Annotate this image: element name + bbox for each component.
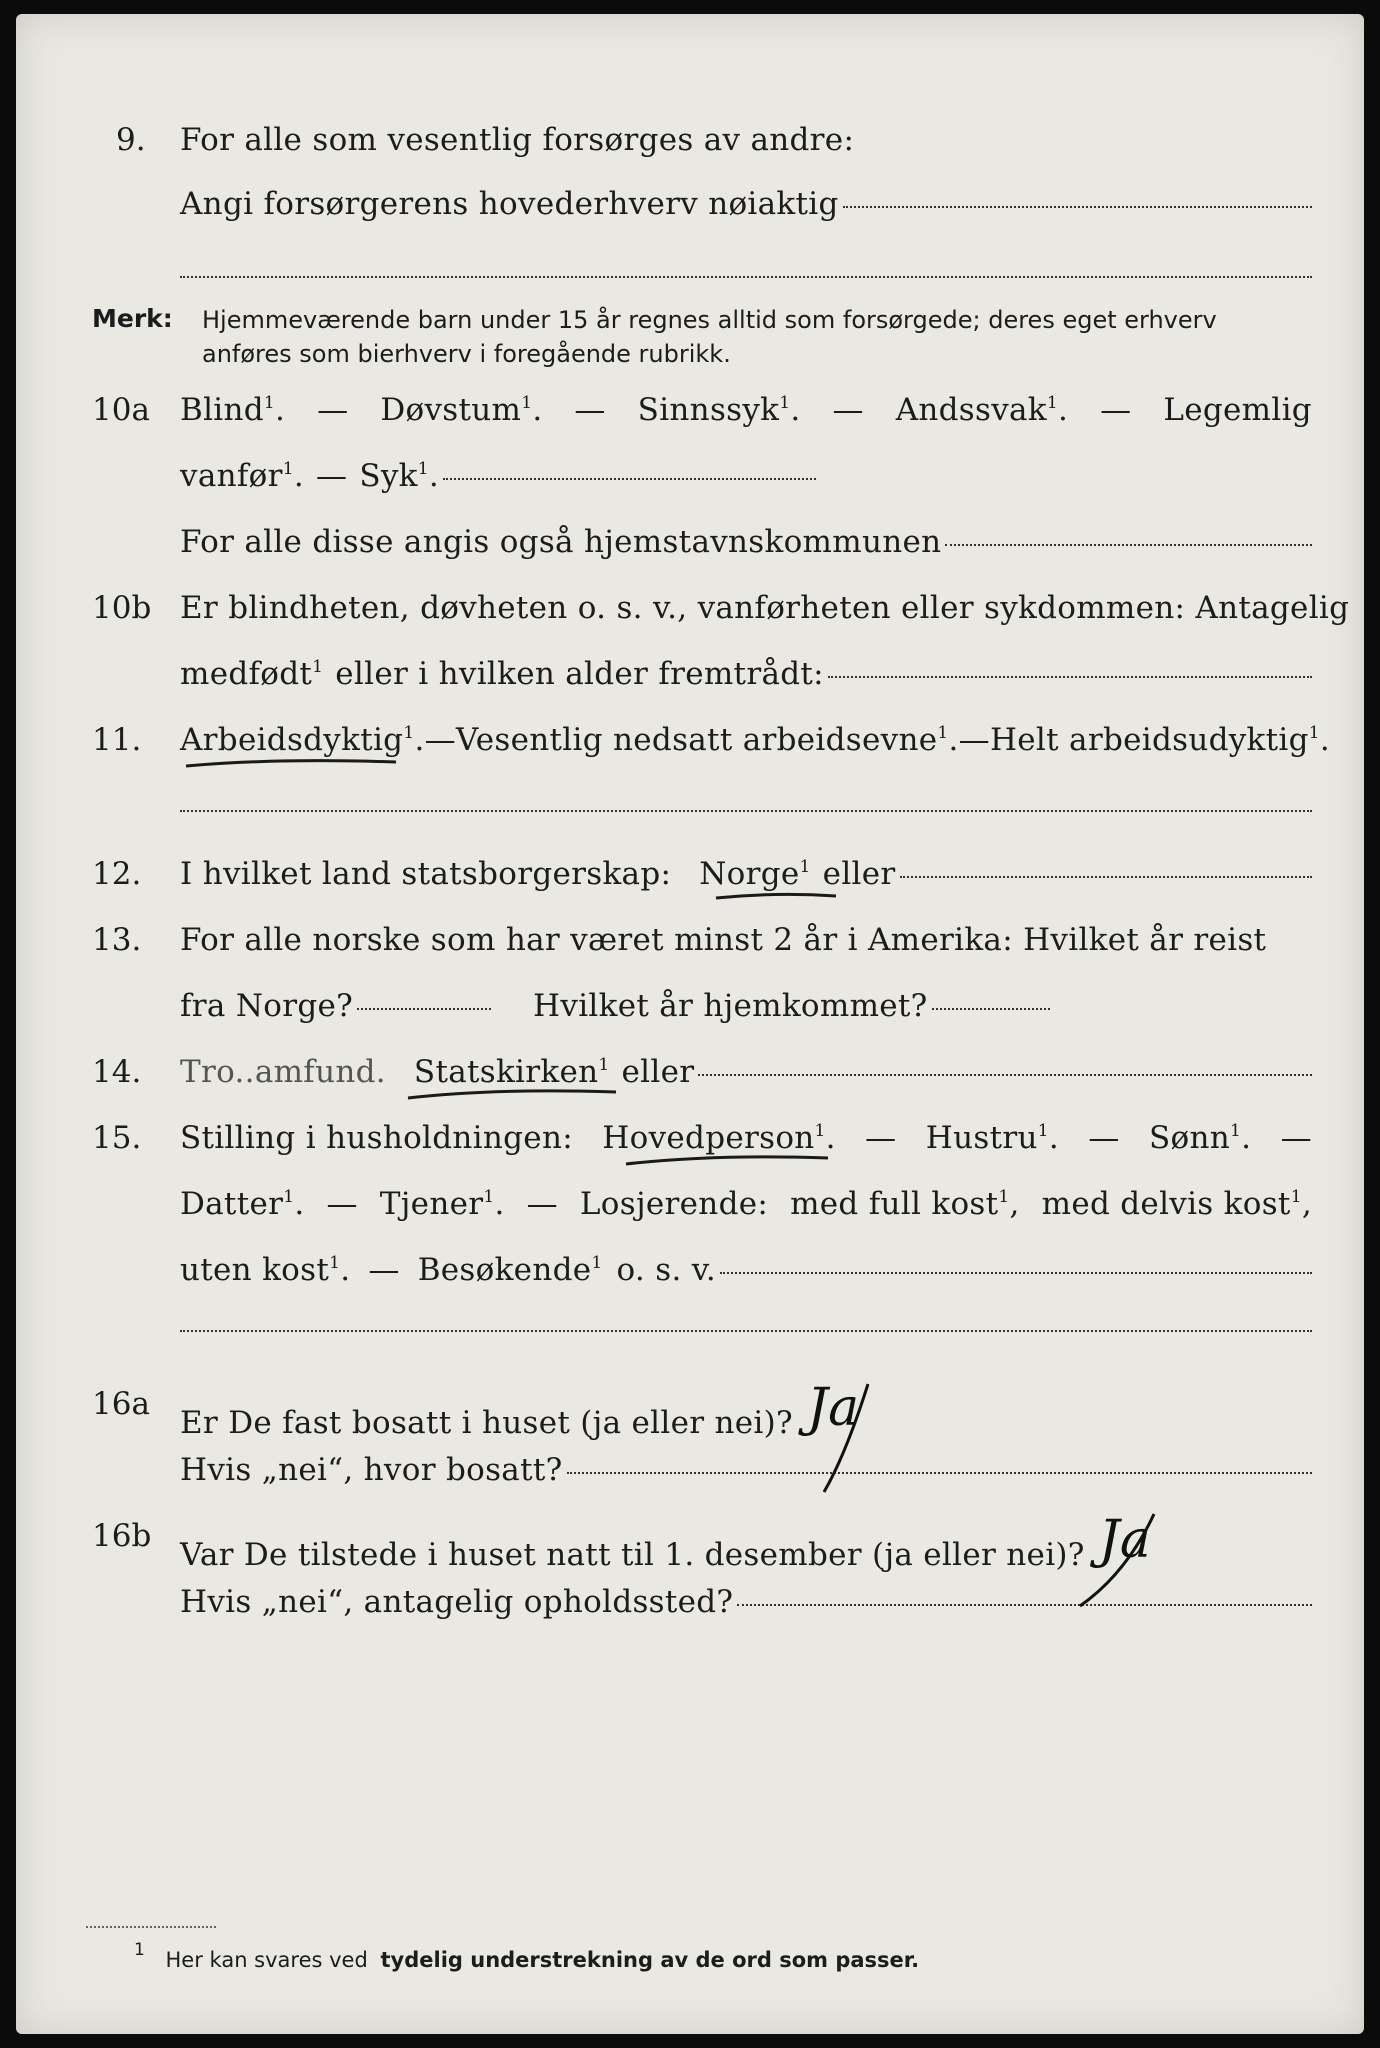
q15-answer-field[interactable] bbox=[720, 1272, 1312, 1274]
q12-answer-field[interactable] bbox=[900, 876, 1312, 878]
option-uten-kost[interactable]: uten kost$^1$. bbox=[180, 1252, 351, 1288]
option-arbeidsudyktig[interactable]: Helt arbeidsudyktig$^1$. bbox=[989, 722, 1331, 758]
q16b-line1 bbox=[180, 1510, 1312, 1578]
q9-line1 bbox=[180, 122, 1020, 158]
q12-line bbox=[180, 856, 1312, 892]
q11-number: 11. bbox=[92, 722, 142, 758]
q11-line1 bbox=[180, 722, 1331, 758]
q15-line1 bbox=[180, 1120, 1312, 1156]
q9-number: 9. bbox=[116, 122, 146, 158]
q10a-line2 bbox=[180, 458, 816, 494]
option-tjener[interactable]: Tjener$^1$. bbox=[379, 1186, 505, 1222]
dash: — bbox=[316, 458, 348, 494]
option-hovedperson[interactable]: Hovedperson$^1$. bbox=[602, 1120, 836, 1156]
q13-line1 bbox=[180, 922, 1312, 958]
q10a-number: 10a bbox=[92, 392, 150, 428]
q15-number: 15. bbox=[92, 1120, 142, 1156]
dash: — bbox=[832, 392, 864, 428]
option-datter[interactable]: Datter$^1$. bbox=[180, 1186, 305, 1222]
option-sonn[interactable]: Sønn$^1$. bbox=[1149, 1120, 1252, 1156]
q10a-line3-text: For alle disse angis også hjemstavnskommunen bbox=[180, 524, 942, 560]
q11-answer-field[interactable] bbox=[180, 810, 1312, 812]
q16b-number: 16b bbox=[92, 1518, 152, 1554]
q10a-line1 bbox=[180, 392, 1312, 428]
q10b-line2-text: eller i hvilken alder fremtrådt: bbox=[335, 656, 824, 692]
underline-hovedperson bbox=[626, 1157, 828, 1164]
q16a-line2 bbox=[180, 1452, 1312, 1488]
q14-eller: eller bbox=[621, 1054, 695, 1090]
q10b-line1-text: Er blindheten, døvheten o. s. v., vanførheten eller sykdommen: Antagelig bbox=[180, 590, 1350, 626]
footnote bbox=[134, 1940, 920, 1972]
q16a-bosatt-field[interactable] bbox=[567, 1472, 1312, 1474]
q13-hjemkommet: Hvilket år hjemkommet? bbox=[533, 988, 928, 1024]
merk-line1: Hjemmeværende barn under 15 år regnes alltid som forsørgede; deres eget erhverv bbox=[202, 306, 1217, 334]
underline-arbeidsdyktig bbox=[186, 761, 396, 766]
footnote-rule bbox=[86, 1926, 216, 1928]
q10b-number: 10b bbox=[92, 590, 152, 626]
q15-osv: o. s. v. bbox=[616, 1252, 717, 1288]
q16a-line2-text: Hvis „nei“, hvor bosatt? bbox=[180, 1452, 563, 1488]
q10a-hjemstavn-field[interactable] bbox=[945, 544, 1312, 546]
q16a-line1 bbox=[180, 1378, 1000, 1446]
dash: — bbox=[424, 722, 456, 758]
q16a-number: 16a bbox=[92, 1386, 150, 1422]
q15-line3 bbox=[180, 1252, 1312, 1288]
q13-hjemkommet-field[interactable] bbox=[932, 1008, 1050, 1010]
footnote-bold: tydelig understrekning av de ord som passer. bbox=[380, 1948, 920, 1972]
q12-number: 12. bbox=[92, 856, 142, 892]
q12-text: I hvilket land statsborgerskap: bbox=[180, 856, 672, 892]
footnote-marker: 1 bbox=[134, 1940, 145, 1960]
q15-losjerende: Losjerende: bbox=[579, 1186, 769, 1222]
q15-answer-field-2[interactable] bbox=[180, 1330, 1312, 1332]
q15-line2 bbox=[180, 1186, 1312, 1222]
merk-label: Merk: bbox=[92, 304, 173, 333]
q13-number: 13. bbox=[92, 922, 142, 958]
q9-line2-text: Angi forsørgerens hovederhverv nøiaktig bbox=[180, 186, 839, 222]
dash: — bbox=[958, 722, 990, 758]
q14-answer-field[interactable] bbox=[698, 1074, 1312, 1076]
q12-eller: eller bbox=[822, 856, 896, 892]
q10b-line2 bbox=[180, 656, 1312, 692]
q16a-handwritten-answer[interactable]: Ja bbox=[806, 1378, 860, 1438]
q10a-syk-field[interactable] bbox=[443, 478, 816, 480]
option-norge[interactable]: Norge$^1$ bbox=[699, 856, 811, 892]
q16b-opholdssted-field[interactable] bbox=[737, 1604, 1312, 1606]
option-besokende[interactable]: Besøkende$^1$ bbox=[417, 1252, 603, 1288]
option-andssvak[interactable]: Andssvak$^1$. bbox=[895, 392, 1069, 428]
q16b-line2 bbox=[180, 1584, 1312, 1620]
q10a-line3 bbox=[180, 524, 1312, 560]
q10b-answer-field[interactable] bbox=[828, 676, 1312, 678]
q9-line2 bbox=[180, 186, 1312, 222]
q15-stilling: Stilling i husholdningen: bbox=[180, 1120, 573, 1156]
option-legemlig[interactable]: Legemlig bbox=[1163, 392, 1312, 428]
dash: — bbox=[1088, 1120, 1120, 1156]
dash: — bbox=[1280, 1120, 1312, 1156]
option-nedsatt-arbeidsevne[interactable]: Vesentlig nedsatt arbeidsevne$^1$. bbox=[455, 722, 959, 758]
option-statskirken[interactable]: Statskirken$^1$ bbox=[413, 1054, 610, 1090]
dash: — bbox=[317, 392, 349, 428]
q16b-question: Var De tilstede i huset natt til 1. desember (ja eller nei)? bbox=[180, 1537, 1085, 1573]
q9-answer-field[interactable] bbox=[843, 206, 1312, 208]
q14-number: 14. bbox=[92, 1054, 142, 1090]
q13-fra-norge: fra Norge? bbox=[180, 988, 354, 1024]
option-vanfor[interactable]: vanfør$^1$. bbox=[180, 458, 304, 494]
dash: — bbox=[1100, 392, 1132, 428]
q16a-question: Er De fast bosatt i huset (ja eller nei)? bbox=[180, 1405, 793, 1441]
option-dovstum[interactable]: Døvstum$^1$. bbox=[380, 392, 543, 428]
dash: — bbox=[526, 1186, 558, 1222]
census-form-page bbox=[16, 14, 1364, 2034]
dash: — bbox=[326, 1186, 358, 1222]
q10b-line1 bbox=[180, 590, 1350, 626]
underline-statskirken bbox=[408, 1091, 616, 1098]
q9-line1-text: For alle som vesentlig forsørges av andre: bbox=[180, 122, 855, 158]
q13-line1-text: For alle norske som har været minst 2 år i Amerika: Hvilket år reist bbox=[180, 922, 1267, 958]
option-arbeidsdyktig[interactable]: Arbeidsdyktig$^1$. bbox=[180, 722, 425, 758]
footnote-plain: Her kan svares ved bbox=[165, 1948, 368, 1972]
option-sinnssyk[interactable]: Sinnssyk$^1$. bbox=[637, 392, 801, 428]
option-full-kost[interactable]: med full kost$^1$, bbox=[790, 1186, 1020, 1222]
q14-text: Tro..amfund. bbox=[180, 1054, 386, 1090]
q16b-line2-text: Hvis „nei“, antagelig opholdssted? bbox=[180, 1584, 734, 1620]
option-medfodt[interactable]: medfødt$^1$ bbox=[180, 656, 324, 692]
merk-line2: anføres som bierhverv i foregående rubrikk. bbox=[202, 340, 731, 368]
q16b-handwritten-answer[interactable]: Ja bbox=[1098, 1510, 1152, 1570]
q13-reist-field[interactable] bbox=[357, 1008, 491, 1010]
option-syk[interactable]: Syk$^1$. bbox=[359, 458, 440, 494]
dash: — bbox=[865, 1120, 897, 1156]
dash: — bbox=[368, 1252, 400, 1288]
option-blind[interactable]: Blind$^1$. bbox=[180, 392, 286, 428]
underline-norge bbox=[716, 894, 836, 898]
option-hustru[interactable]: Hustru$^1$. bbox=[925, 1120, 1060, 1156]
dash: — bbox=[574, 392, 606, 428]
q13-line2 bbox=[180, 988, 1050, 1024]
option-delvis-kost[interactable]: med delvis kost$^1$, bbox=[1041, 1186, 1312, 1222]
q9-answer-field-2[interactable] bbox=[180, 276, 1312, 278]
q14-line bbox=[180, 1054, 1312, 1090]
